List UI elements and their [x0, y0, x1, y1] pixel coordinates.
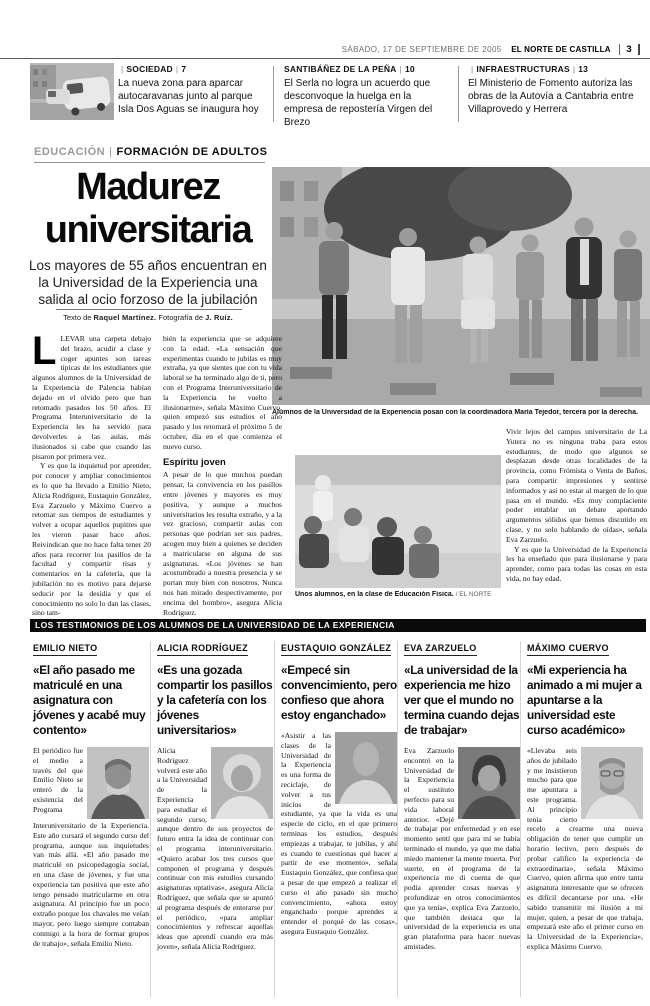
- brief-page-ref: 13: [578, 64, 589, 74]
- bar-glyph: |: [121, 64, 124, 74]
- article-column-3: [506, 427, 647, 584]
- testimonial-body: [404, 746, 520, 952]
- main-photo-group: [272, 167, 650, 405]
- portrait-illustration: [335, 732, 397, 804]
- testimonial-quote: «La universidad de la experiencia me hizo ver que el mundo no termina cuando dejas de trabajar»: [404, 663, 520, 737]
- brief-page-ref: 10: [404, 64, 415, 74]
- testimonial-body: [157, 746, 273, 952]
- gym-photo-illustration: [295, 455, 501, 588]
- testimonial-body: [281, 731, 397, 937]
- testimonial-quote: «Mi experiencia ha animado a mi mujer a apuntarse a la universidad este curso académico»: [527, 663, 642, 737]
- newspaper-name: EL NORTE DE CASTILLA: [511, 45, 611, 54]
- portrait-illustration: [458, 747, 520, 819]
- paragraph-text: LEVAR una carpeta debajo del brazo, acudir a clase y coger apuntes son tareas típicas de los estudiantes que algunos alumnos de la Universidad de la Experiencia de Palencia habían dejado en el olvido pero que han retomado pasados los 50 años. El Programa Interuniversitario de la Experiencia les ha servido para devolverles a las aulas, más ilusionados si cabe que cuando las pisaron por primera vez.: [32, 334, 151, 461]
- portrait-eustaquio-gonzalez: [335, 732, 397, 804]
- byline-photographer: J. Ruiz.: [205, 313, 233, 322]
- brief-text: El Ministerio de Fomento autoriza las obras de la Autovía a Cantabria entre Villaprovedo y Herrera: [468, 78, 634, 115]
- testimonial-eustaquio-gonzalez: [281, 638, 397, 937]
- byline-text: Texto de: [63, 313, 94, 322]
- testimonial-emilio-nieto: [33, 638, 149, 948]
- article-subhead: Los mayores de 55 años encuentran en la Universidad de la Experiencia una salida al ocio forzoso de la jubilación: [29, 258, 267, 307]
- portrait-illustration: [87, 747, 149, 819]
- bar-glyph: |: [399, 64, 402, 74]
- portrait-maximo-cuervo: [581, 747, 643, 819]
- byline-author: Raquel Martínez.: [93, 313, 157, 322]
- byline-rule: [56, 309, 242, 310]
- header-rule: [0, 58, 650, 59]
- testimonial-divider: [150, 641, 151, 997]
- testimonial-name: ALICIA RODRÍGUEZ: [157, 643, 248, 656]
- testimonial-body: [33, 746, 149, 948]
- section-sublabel: FORMACIÓN DE ADULTOS: [116, 146, 268, 158]
- testimonial-text: «Asistir a las clases de la Universidad de la Experiencia es una forma de reciclaje, de volver a tus inicios de estudiante, ya que la vida es una especie de ciclo, en el que primero terminas los estudios, después empiezas a trabajar, te jubilas, y ahí es cuando te cuestionas qué hacer a partir de ese momento», señala Eustaquio González, que confiesa que a pesar de que empezó a realizar el curso el año pasado sin mucho convencimiento, «ahora estoy enganchado porque aprendes a entender el porqué de las cosas», asegura Eustaquio González.: [281, 731, 397, 936]
- testimonial-divider: [397, 641, 398, 997]
- testimonial-text: «Llevaba seis años de jubilado y me insistieron mucho para que me apuntara a este programa. Al principio tenía cierto recelo a crearme una nueva obligación de tener que cumplir un horario lectivo, pero después de probar califico la experiencia de extraordinaria», señala Máximo Cuervo, quien afirma que entre tanta asignatura interesante que se ofrecen es difícil decantarse por una. «He sabido transmitir mi ilusión a mi mujer, quien, a pesar de que trabaja, empezará este año el primer curso en la Universidad de la Experiencia», explica Máximo Cuervo.: [527, 746, 643, 951]
- section-rule: [34, 162, 265, 163]
- portrait-eva-zarzuelo: [458, 747, 520, 819]
- testimonial-quote: «Es una gozada compartir los pasillos y la cafetería con los jóvenes universitarios»: [157, 663, 273, 737]
- brief-kicker-label: INFRAESTRUCTURAS: [476, 64, 570, 74]
- page-number: 3: [619, 44, 640, 55]
- bar-glyph: |: [572, 64, 576, 74]
- article-column-2: [163, 334, 282, 617]
- testimonial-eva-zarzuelo: [404, 638, 520, 952]
- portrait-illustration: [581, 747, 643, 819]
- article-paragraph: Vivir lejos del campus universitario de La Yutera no es ninguna traba para estos estudiantes, de modo que algunos se desplazan desde otras localidades de la provincia, como Frómista o Venta de Baños, para compartir impresiones y sentirse informados y así no estar al margen de lo que pasa en el mundo. «Es muy complaciente poder entablar un debate aportando argumentos sólidos que hemos discutido en clase, y no solo hablando de oídas», señala Eva Zarzuelo.: [506, 427, 647, 544]
- testimonial-maximo-cuervo: [527, 638, 643, 952]
- autocaravans-photo-illustration: [30, 63, 114, 120]
- testimonial-text: El periódico fue el medio a través del que Emilio Nieto se enteró de la existencia del Programa Interuniversitario de la Experiencia. Este año cursará el segundo curso del programa, aunque sus inquietudes van más allá. «El año pasado me matriculé en psicopedagogía social, en una clase de jóvenes, y fue una experiencia tan positiva que este año tengo pensado matricularme en otra asignatura. Al principio fue un poco extraño porque los chavales me veían mayor, pero luego siempre contaban conmigo a la hora de formar grupos de trabajo», señala Emilio Nieto.: [33, 746, 149, 948]
- brief-photo-autocaravans: [30, 63, 114, 120]
- brief-kicker: [468, 64, 640, 74]
- photo-credit: / EL NORTE: [455, 591, 492, 598]
- brief-divider: [273, 66, 274, 122]
- brief-text: El Serla no logra un acuerdo que desconvoque la huelga en la empresa de repostería Virgen del Brezo: [284, 78, 433, 128]
- article-paragraph: Y es que la inquietud por aprender, por conocer y ampliar conocimientos es lo que ha llevado a Emilio Nieto, Alicia Rodríguez, Eustaquio González, Eva Zarzuelo y Máximo Cuervo a retomar sus tiempos de estudiantes y volver a ocupar aquellos pupitres que les vieron pasar hace años. Reivindican que no hace falta tener 20 años para recorrer los pasillos de la facultad y compartir risas y comentarios en la cafetería, que la jubilación no es motivo para dejarse seducir por la desidia y que el conocimiento no solo lo dan las clases, sino tam-: [32, 461, 151, 618]
- brief-text: La nueva zona para aparcar autocaravanas junto al parque Isla Dos Aguas se inaugura hoy: [118, 78, 259, 115]
- brief-infraestructuras: [468, 64, 640, 116]
- article-paragraph: [32, 329, 151, 461]
- article-headline: Madurez universitaria: [44, 166, 252, 251]
- testimonial-text: Eva Zarzuelo encontró en la Universidad de la Experiencia el sustituto perfecto para su vida laboral anterior. «Dejé de trabajar por enfermedad y en ese momento sentí que para mí se había terminado el mundo, ya que me daba miedo mantener la mente muerta. Por suerte, en el programa de la experiencia me di cuenta de que podía aprender cosas nuevas y profundizar en otros conocimientos que ya tenía», explica Eva Zarzuelo, que también destaca que la universidad de la experiencia es una gran plataforma para hacer nuevas amistades.: [404, 746, 520, 951]
- testimonial-quote: «Empecé sin convencimiento, pero confieso que ahora estoy enganchado»: [281, 663, 397, 722]
- section-label: EDUCACIÓN: [34, 146, 106, 158]
- brief-kicker: [118, 64, 270, 74]
- caption-text: Unos alumnos, en la clase de Educación Física.: [295, 591, 454, 598]
- article-paragraph: Y es que la Universidad de la Experiencia les ha enseñado que para ilusionarse y para aprender, como para todas las cosas en esta vida, no hay edad.: [506, 544, 647, 583]
- article-paragraph: A pesar de lo que muchos puedan pensar, la convivencia en los pasillos entre jóvenes y mayores es muy positiva, y aunque a muchos universitarios les resulta extraño, y a la vez gracioso, compartir aulas con personas que podrían ser sus padres, acogen muy bien a quienes se deciden a matricularse en alguna de sus asignaturas. «Los jóvenes se han acostumbrado a nuestra presencia y se portan muy bien con nosotros. Nunca nos han mirado despectivamente, por encima del hombro», asegura Alicia Rodríguez.: [163, 470, 282, 617]
- section-separator: |: [109, 146, 113, 158]
- testimonial-body: [527, 746, 643, 952]
- portrait-alicia-rodriguez: [211, 747, 273, 819]
- article-column-1: [32, 329, 151, 618]
- page-header: [342, 44, 640, 55]
- brief-divider: [458, 66, 459, 122]
- article-byline: [27, 313, 269, 322]
- portrait-illustration: [211, 747, 273, 819]
- testimonial-name: EMILIO NIETO: [33, 643, 97, 656]
- brief-santibanez: [284, 64, 452, 129]
- bar-glyph: |: [471, 64, 474, 74]
- testimonial-divider: [274, 641, 275, 997]
- main-photo-caption: Alumnos de la Universidad de la Experiencia posan con la coordinadora María Tejedor, tercera por la derecha.: [272, 409, 638, 416]
- portrait-emilio-nieto: [87, 747, 149, 819]
- testimonial-divider: [520, 641, 521, 997]
- brief-sociedad: [118, 64, 270, 116]
- testimonial-text: Alicia Rodríguez volverá este año a la Universidad de la Experiencia para estudiar el segundo curso, aunque dentro de sus proyectos de futuro entra la idea de continuar con el programa interuniversitario. «Quiero acabar los tres cursos que componen el programa y después continuar con mis estudios cursando asignaturas optativas», asegura Alicia Rodríguez, que señala que se apuntó al programa después de enterarse por el periódico, «para ampliar conocimientos y refrescar aquellas ideas que aprendí cuando era más joven», señala Alicia Rodríguez.: [157, 746, 273, 951]
- article-crosshead: Espíritu joven: [163, 456, 226, 468]
- brief-kicker: [284, 64, 452, 74]
- section-kicker: [34, 146, 267, 158]
- brief-page-ref: 7: [181, 64, 187, 74]
- testimonial-quote: «El año pasado me matriculé en una asignatura con jóvenes y acabé muy contento»: [33, 663, 146, 737]
- testimonials-section-bar: LOS TESTIMONIOS DE LOS ALUMNOS DE LA UNIVERSIDAD DE LA EXPERIENCIA: [30, 619, 646, 632]
- brief-kicker-label: SOCIEDAD: [126, 64, 173, 74]
- testimonial-name: MÁXIMO CUERVO: [527, 643, 609, 656]
- byline-text: Fotografía de: [156, 313, 206, 322]
- article-paragraph: bién la experiencia que se adquiere con la edad. «La sensación que experimentas cuando te jubilas es muy extraña, ya que sientes que con tu vida laboral se ha terminado algo de ti, pero con el Programa Interuniversitario de la Experiencia he vuelto a ilusionarme», señala Máximo Cuervo, quien empezó sus estudios el año pasado y los retomará el próximo 5 de octubre, día en el que comienza el nuevo curso.: [163, 334, 282, 451]
- brief-kicker-label: SANTIBÁÑEZ DE LA PEÑA: [284, 64, 397, 74]
- testimonial-name: EVA ZARZUELO: [404, 643, 477, 656]
- bar-glyph: |: [175, 64, 179, 74]
- drop-cap: L: [32, 329, 57, 373]
- gym-photo-caption: [295, 591, 545, 598]
- group-photo-illustration: [272, 167, 650, 405]
- header-date: SÁBADO, 17 DE SEPTIEMBRE DE 2005: [341, 45, 502, 54]
- testimonial-name: EUSTAQUIO GONZÁLEZ: [281, 643, 391, 656]
- testimonial-alicia-rodriguez: [157, 638, 273, 952]
- gym-class-photo: [295, 455, 501, 588]
